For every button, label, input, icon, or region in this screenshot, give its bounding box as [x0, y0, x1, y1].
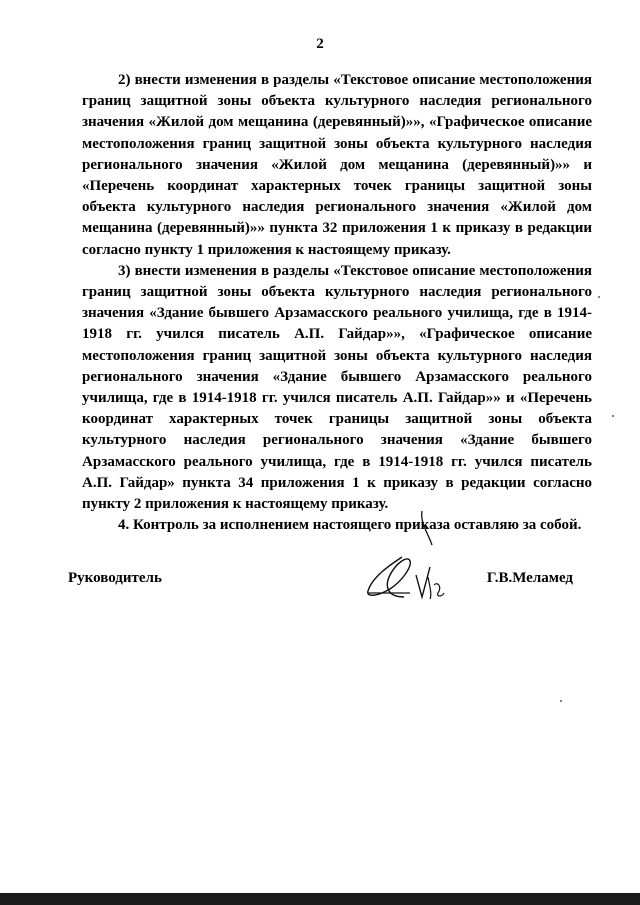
signatory-position: Руководитель [68, 570, 162, 586]
signature-row [68, 570, 573, 600]
signatory-name: Г.В.Меламед [486, 570, 573, 586]
paragraph-item-2: 2) внести изменения в разделы «Текстовое описание местоположения границ защитной зоны объекта культурного наследия регионального значения «Жилой дом мещанина (деревянный)»», «Графическое описание местоположения границ защитной зоны объекта культурного наследия регионального значения «Жилой дом мещанина (деревянный)»» и «Перечень координат характерных точек границы защитной зоны объекта культурного наследия регионального значения «Жилой дом мещанина (деревянный)»» пункта 32 приложения 1 к приказу в редакции согласно пункту 1 приложения к настоящему приказу. [82, 72, 592, 258]
page-number: 2 [316, 36, 324, 52]
scan-speck [598, 296, 600, 298]
paragraph-item-3: 3) внести изменения в разделы «Текстовое описание местоположения границ защитной зоны объекта культурного наследия регионального значения «Здание бывшего Арзамасского реального училища, где в 1914-1918 гг. учился писатель А.П. Гайдар»», «Графическое описание местоположения границ защитной зоны объекта культурного наследия регионального значения «Здание бывшего Арзамасского реального училища, где в 1914-1918 гг. учился писатель А.П. Гайдар»» и «Перечень координат характерных точек границы защитной зоны объекта культурного наследия регионального значения «Здание бывшего Арзамасского реального училища, где в 1914-1918 гг. учился писатель А.П. Гайдар» пункта 34 приложения 1 к приказу в редакции согласно пункту 2 приложения к настоящему приказу. [82, 262, 592, 513]
scan-speck [560, 700, 562, 702]
document-body [82, 70, 592, 536]
scan-speck [612, 415, 614, 417]
paragraph-control: 4. Контроль за исполнением настоящего приказа оставляю за собой. [118, 517, 582, 534]
scan-border [0, 893, 640, 905]
